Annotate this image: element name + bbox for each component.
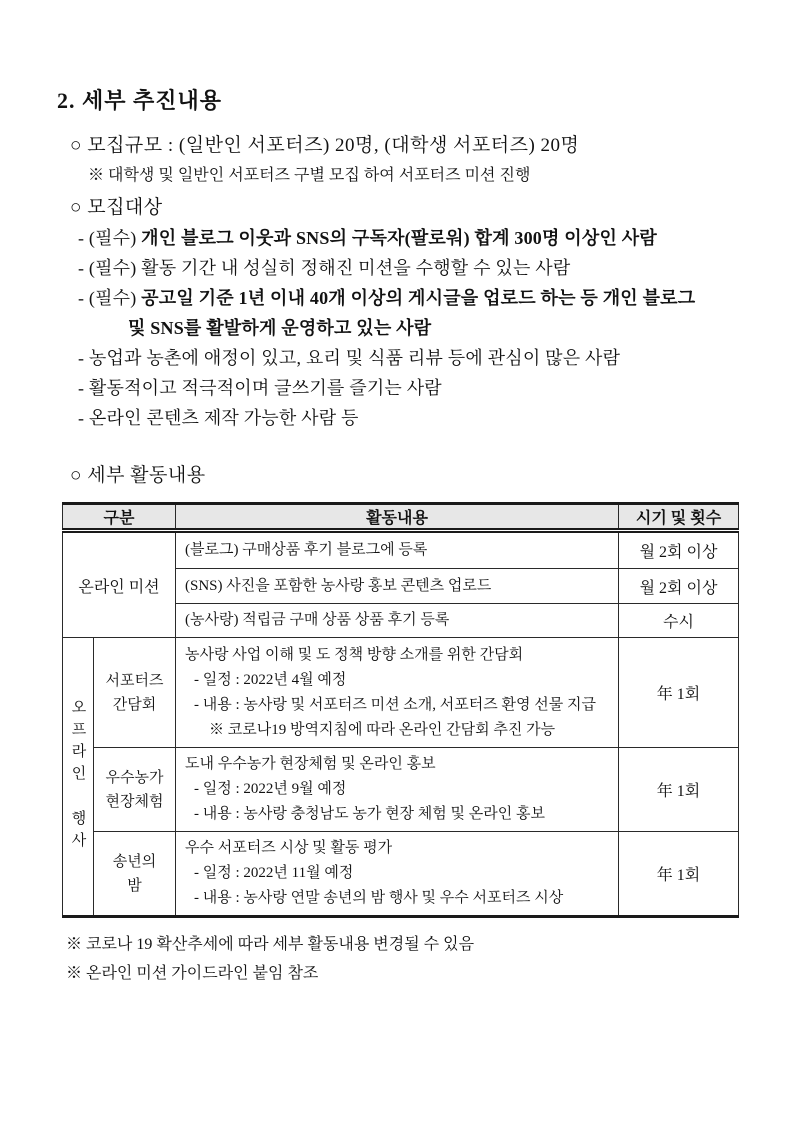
- item-text-continuation: 및 SNS를 활발하게 운영하고 있는 사람: [128, 318, 432, 338]
- cell-online-sns: (SNS) 사진을 포함한 농사랑 홍보 콘텐츠 업로드: [185, 577, 492, 594]
- subcategory-line: 밤: [127, 877, 142, 894]
- detail-line: 우수 서포터즈 시상 및 활동 평가: [185, 840, 393, 856]
- subcategory-line: 현장체험: [105, 793, 164, 810]
- footnotes: [66, 930, 738, 988]
- table-row-online-blog: [63, 531, 739, 569]
- detail-line: - 내용 : 농사랑 연말 송년의 밤 행사 및 우수 서포터즈 시상: [194, 890, 564, 906]
- recruit-target-heading: ○ 모집대상: [70, 197, 163, 218]
- cell-farm-visit-detail: [176, 748, 619, 832]
- footnote-covid: ※ 코로나 19 확산추세에 따라 세부 활동내용 변경될 수 있음: [66, 936, 475, 953]
- subcategory-line: 서포터즈: [105, 672, 164, 689]
- cell-frequency: 年 1회: [619, 832, 739, 917]
- cell-meetup-detail: [176, 638, 619, 748]
- cell-frequency: 年 1회: [619, 638, 739, 748]
- table-header-row: [63, 504, 739, 531]
- list-item-required-3: [78, 283, 738, 343]
- item-text: 공고일 기준 1년 이내 40개 이상의 게시글을 업로드 하는 등 개인 블로그: [141, 288, 696, 308]
- item-text: 활동 기간 내 성실히 정해진 미션을 수행할 수 있는 사람: [141, 258, 571, 278]
- header-content: 활동내용: [176, 504, 619, 531]
- item-prefix: - (필수): [78, 258, 137, 278]
- list-item-required-1: [78, 223, 738, 253]
- detail-line: - 일정 : 2022년 9월 예정: [194, 781, 347, 797]
- cell-frequency: 年 1회: [619, 748, 739, 832]
- item-prefix: - (필수): [78, 288, 137, 308]
- category-offline-events: 오프라인 행사: [69, 699, 86, 854]
- activity-table: [62, 502, 739, 918]
- subcategory-line: 간담회: [112, 696, 157, 713]
- detail-line: - 내용 : 농사랑 충청남도 농가 현장 체험 및 온라인 홍보: [194, 806, 545, 822]
- subcategory-line: 송년의: [112, 853, 157, 870]
- table-row-year-end-party: [63, 832, 739, 917]
- cell-year-end-party-detail: [176, 832, 619, 917]
- header-frequency: 시기 및 횟수: [619, 504, 739, 531]
- recruit-target-list: [57, 223, 738, 433]
- detail-line: - 일정 : 2022년 4월 예정: [194, 671, 347, 688]
- list-item-5: - 활동적이고 적극적이며 글쓰기를 즐기는 사람: [78, 378, 442, 398]
- recruit-scale-heading: ○ 모집규모 : (일반인 서포터즈) 20명, (대학생 서포터즈) 20명: [70, 135, 580, 156]
- subcategory-farm-visit: [94, 748, 176, 832]
- subcategory-year-end-party: [94, 832, 176, 917]
- cell-frequency: 수시: [619, 604, 739, 638]
- cell-online-nongsarang: (농사랑) 적립금 구매 상품 상품 후기 등록: [185, 612, 450, 628]
- page-title: 2. 세부 추진내용: [57, 88, 223, 113]
- list-item-4: - 농업과 농촌에 애정이 있고, 요리 및 식품 리뷰 등에 관심이 많은 사람: [78, 348, 621, 368]
- table-row-meetup: [63, 638, 739, 748]
- subcategory-line: 우수농가: [105, 769, 164, 786]
- activity-heading: ○ 세부 활동내용: [70, 465, 206, 486]
- list-item-6: - 온라인 콘텐츠 제작 가능한 사람 등: [78, 408, 359, 428]
- detail-line: - 내용 : 농사랑 및 서포터즈 미션 소개, 서포터즈 환영 선물 지급: [194, 696, 596, 713]
- table-row-farm-visit: [63, 748, 739, 832]
- category-online-mission: 온라인 미션: [63, 531, 176, 638]
- cell-frequency: 월 2회 이상: [619, 531, 739, 569]
- subcategory-meetup: [94, 638, 176, 748]
- list-item-required-2: [78, 253, 738, 283]
- detail-note-line: ※ 코로나19 방역지침에 따라 온라인 간담회 추진 가능: [209, 721, 556, 738]
- cell-frequency: 월 2회 이상: [619, 569, 739, 604]
- detail-line: 농사랑 사업 이해 및 도 정책 방향 소개를 위한 간담회: [185, 646, 524, 663]
- item-prefix: - (필수): [78, 228, 137, 248]
- recruit-scale-note: ※ 대학생 및 일반인 서포터즈 구별 모집 하여 서포터즈 미션 진행: [88, 167, 531, 184]
- header-category: 구분: [63, 504, 176, 531]
- detail-line: - 일정 : 2022년 11월 예정: [194, 865, 354, 881]
- detail-line: 도내 우수농가 현장체험 및 온라인 홍보: [185, 756, 436, 772]
- item-text: 개인 블로그 이웃과 SNS의 구독자(팔로워) 합계 300명 이상인 사람: [141, 228, 657, 248]
- footnote-guideline: ※ 온라인 미션 가이드라인 붙임 참조: [66, 965, 319, 982]
- cell-online-blog: (블로그) 구매상품 후기 블로그에 등록: [185, 542, 428, 558]
